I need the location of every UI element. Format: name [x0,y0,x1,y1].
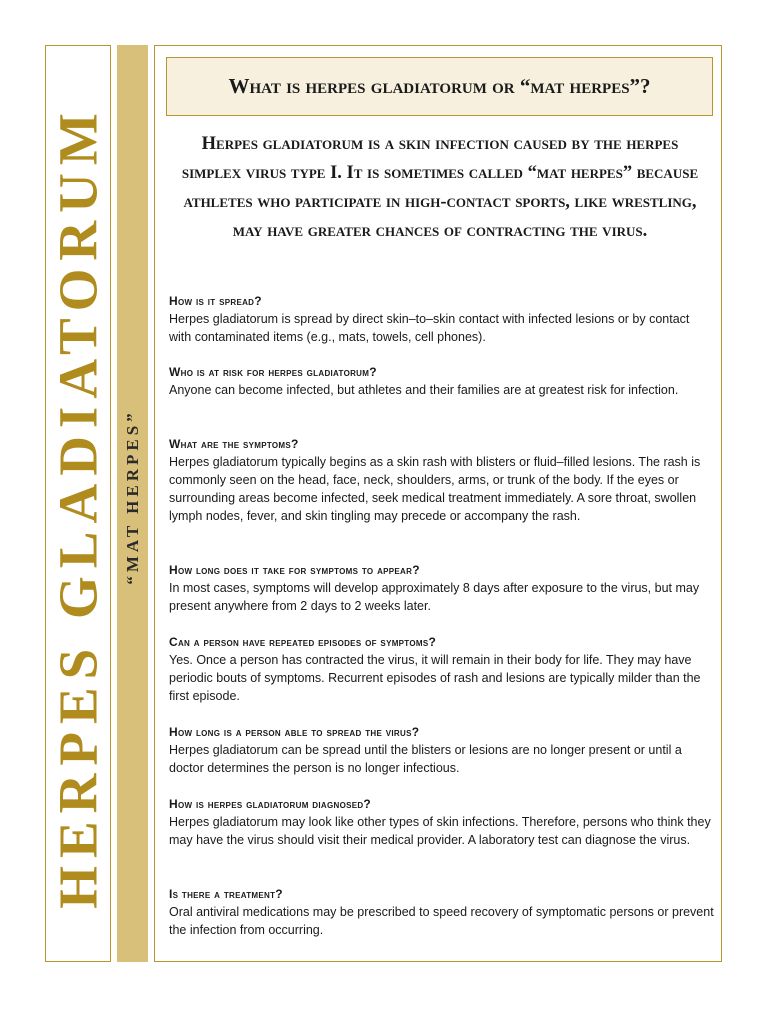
section-question: Is there a treatment? [169,887,283,901]
qa-section [169,364,714,399]
intro-paragraph: Herpes gladiatorum is a skin infection caused by the herpes simplex virus type I. It is sometimes called “mat herpes” because athletes who participate in high-contact sports, like wrestling, may have greater chances of contracting the virus. [181,134,699,241]
page-title: What is herpes gladiatorum or “mat herpes”? [228,74,651,98]
section-answer: Anyone can become infected, but athletes and their families are at greatest risk for infection. [169,383,679,397]
section-answer: Yes. Once a person has contracted the virus, it will remain in their body for life. They may have periodic bouts of symptoms. Recurrent episodes of rash and lesions are typically milder than the first episode. [169,653,701,703]
qa-section [169,562,714,615]
sidebar-subtitle: “MAT HERPES” [123,409,142,585]
section-answer: Herpes gladiatorum can be spread until the blisters or lesions are no longer present or until a doctor determines the person is no longer infectious. [169,743,682,775]
section-question: How is herpes gladiatorum diagnosed? [169,797,372,811]
qa-section [169,293,714,346]
section-answer: Herpes gladiatorum typically begins as a skin rash with blisters or fluid–filled lesions. The rash is commonly seen on the head, face, neck, shoulders, arms, or trunk of the body. If the eyes or surrounding areas become infected, seek medical treatment immediately. A sore throat, swollen lymph nodes, fever, and skin tingling may precede or accompany the rash. [169,455,701,523]
section-answer: In most cases, symptoms will develop approximately 8 days after exposure to the virus, but may present anywhere from 2 days to 2 weeks later. [169,581,700,613]
section-question: How long does it take for symptoms to appear? [169,563,420,577]
qa-section [169,634,714,705]
section-question: How long is a person able to spread the virus? [169,725,420,739]
qa-section [169,796,714,849]
qa-section [169,886,714,939]
section-answer: Herpes gladiatorum may look like other types of skin infections. Therefore, persons who think they may have the virus should visit their medical provider. A laboratory test can diagnose the virus. [169,815,711,847]
qa-section [169,724,714,777]
section-question: What are the symptoms? [169,437,299,451]
section-question: Who is at risk for herpes gladiatorum? [169,365,377,379]
section-question: Can a person have repeated episodes of symptoms? [169,635,437,649]
qa-section [169,436,714,525]
sidebar-title: HERPES GLADIATORUM [47,105,109,909]
section-answer: Oral antiviral medications may be prescribed to speed recovery of symptomatic persons or prevent the infection from occurring. [169,905,714,937]
section-answer: Herpes gladiatorum is spread by direct skin–to–skin contact with infected lesions or by contact with contaminated items (e.g., mats, towels, cell phones). [169,312,690,344]
title-box [166,57,713,116]
section-question: How is it spread? [169,294,262,308]
